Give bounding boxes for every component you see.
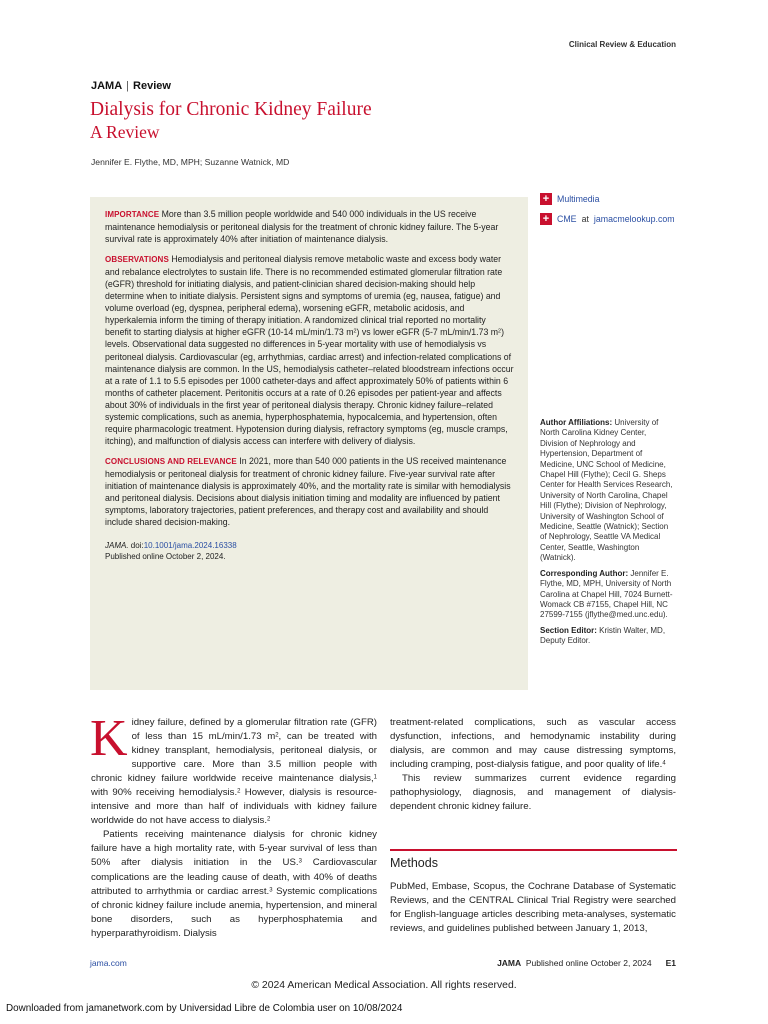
cme-lookup-link[interactable]: jamacmelookup.com (593, 214, 675, 224)
footer-journal: JAMA (497, 958, 522, 968)
text-run: Cardiovascular complications are the leading cause of death, with 40% of deaths attributed to arrhythmia or cardiac arrest. (91, 857, 377, 897)
copyright-notice: © 2024 American Medical Association. All rights reserved. (251, 980, 517, 991)
plus-icon: + (540, 213, 552, 225)
affiliations-text: University of North Carolina Kidney Center, Division of Nephrology and Hypertension, Department of Medicine, UNC School of Medicine, Chapel Hill (Flythe); Cecil G. Sheps Center for Health Services Research, University of North Carolina, Chapel Hill (Flythe); Division of Nephrology, University of Washington School of Medicine, Seattle (Watnick); Section of Nephrology, Seattle VA Medical Center, Seattle, Washington (Watnick). (540, 418, 673, 563)
author-list: Jennifer E. Flythe, MD, MPH; Suzanne Watnick, MD (91, 157, 290, 167)
conclusions-text: In 2021, more than 540 000 patients in the US received maintenance hemodialysis or peritoneal dialysis for treatment of chronic kidney failure. Five-year survival rate after initiation of maintenance dialysis is approximately 40%, and the mortality rate is similar with hemodialysis and peritoneal dialysis. Decisions about dialysis initiation timing and modality are influenced by patient symptoms, laboratory trajectories, patient preferences, and therapy cost and availability and should include shared decision-making. (105, 455, 511, 528)
cme-label: CME (557, 214, 577, 224)
superscript: 2 (275, 732, 279, 739)
editor-heading: Section Editor: (540, 625, 597, 635)
abstract-citation (105, 540, 514, 562)
text-run: Systemic complications of chronic kidney failure include anemia, hypertension, and mineral bone disorders, such as hyperphosphatemia and hyperparathyroidism. Dialysis (91, 885, 378, 939)
separator: | (126, 80, 130, 92)
body-column-left (90, 710, 378, 941)
methods-paragraph: PubMed, Embase, Scopus, the Cochrane Database of Systematic Reviews, and the CENTRAL Clinical Trial Registry were searched for English-language articles describing meta-analyses, systematic reviews, and guidelines published between January 1, 2013, (390, 881, 676, 935)
cme-link[interactable] (540, 213, 675, 225)
author-sidebar (540, 418, 676, 652)
body-paragraph (90, 710, 377, 828)
conclusions-heading: CONCLUSIONS AND RELEVANCE (105, 456, 237, 466)
footer-journal-info (497, 958, 676, 968)
observations-text-3: ) levels. Observational data suggested no differences in 5-year mortality with use of hemodialysis vs peritoneal dialysis. Cardiovascular (eg, arrhythmias, cardiac arrest) and infection-related complications of maintenance dialysis are common. In the US, hemodialysis catheter–related bloodstream infections occur at a rate of 1.1 to 5.5 episodes per 1000 catheter-days and affect approximately 50% of patients within 6 months of catheter placement. Peritonitis occurs at a rate of 0.26 episodes per patient-year and affects about 30% of individuals in the first year of peritoneal dialysis therapy. Chronic kidney failure–related systemic complications, such as anemia, hyperphosphatemia, hypocalcemia, and hypertension, often require pharmacologic treatment. Hypotension during dialysis, refractory symptoms (eg, muscle cramps, itching), and malfunction of dialysis access can interfere with delivery of dialysis. (105, 327, 514, 446)
citation-journal: JAMA. (105, 541, 129, 551)
superscript: 2 (353, 328, 357, 335)
multimedia-link[interactable] (540, 193, 600, 205)
journal-name: JAMA (91, 80, 123, 92)
cme-at: at (581, 214, 589, 224)
published-date: Published online October 2, 2024. (105, 552, 226, 562)
footer-site-link[interactable]: jama.com (90, 958, 127, 968)
section-editor (540, 626, 676, 647)
citation-ref[interactable]: 3 (298, 858, 302, 865)
importance-heading: IMPORTANCE (105, 210, 160, 219)
corresponding-text: Jennifer E. Flythe, MD, MPH, University of North Carolina at Chapel Hill, 7024 Burnett-Womack CB #7155, Chapel Hill, NC 27599-7155 (540, 568, 673, 620)
superscript: 2 (498, 328, 502, 335)
methods-heading: Methods (390, 856, 438, 870)
abstract-box (90, 197, 528, 690)
body-column-right (390, 716, 676, 814)
citation-ref[interactable]: 2 (267, 816, 271, 823)
plus-icon: + (540, 193, 552, 205)
article-subtitle: A Review (90, 122, 160, 142)
download-notice: Downloaded from jamanetwork.com by Universidad Libre de Colombia user on 10/08/2024 (6, 1003, 403, 1014)
importance-text: More than 3.5 million people worldwide and 540 000 individuals in the US receive maintenance hemodialysis or peritoneal dialysis for the treatment of chronic kidney failure. The 5-year survival rate is approximately 40% after initiation of maintenance dialysis. (105, 209, 499, 245)
text-run: idney failure, defined by a glomerular filtration rate (GFR) of less than 15 mL/min/1.73 m (131, 717, 377, 743)
section-rule (390, 849, 677, 851)
citation-ref[interactable]: 1 (373, 774, 377, 781)
text-run: However, dialysis is resource-intensive and more than half of individuals with kidney failure worldwide do not have access to dialysis. (91, 787, 377, 827)
citation-ref[interactable]: 2 (237, 788, 241, 795)
text-run: treatment-related complications, such as vascular access dysfunction, infections, and hemodynamic instability during dialysis, are common and may cause distressing symptoms, including cramping, post-dialysis fatigue, and poor quality of life. (390, 717, 676, 771)
methods-text-block (390, 880, 676, 936)
footer-published: Published online October 2, 2024 (525, 958, 652, 968)
text-run: , can be treated with kidney transplant, hemodialysis, peritoneal dialysis, or supportive care. More than 3.5 million people with chronic kidney failure worldwide receive maintenance dialysis, (91, 731, 377, 785)
article-title: Dialysis for Chronic Kidney Failure (90, 99, 372, 120)
abstract-importance (105, 208, 514, 245)
abstract-conclusions (105, 455, 514, 528)
body-paragraph: This review summarizes current evidence regarding pathophysiology, diagnosis, and management of dialysis-dependent chronic kidney failure. (390, 773, 676, 813)
corresponding-email[interactable]: (jflythe@med.unc.edu). (584, 610, 668, 620)
article-type: Review (133, 80, 171, 92)
corresponding-author (540, 569, 676, 621)
dropcap: K (90, 710, 128, 767)
abstract-observations (105, 253, 514, 447)
observations-text-1: Hemodialysis and peritoneal dialysis remove metabolic waste and excess body water and rebalance electrolytes to sustain life. There is no recommended estimated glomerular filtration rate (eGFR) threshold for initiating dialysis, and patient-clinician shared decision-making should help determine when to initiate dialysis. Persistent signs and symptoms of uremia (eg, nausea, fatigue) and volume overload (eg, dyspnea, peripheral edema), worsening eGFR, metabolic acidosis, and hyperkalemia inform the timing of therapy initiation. A randomized clinical trial reported no mortality benefit to starting dialysis at higher eGFR (10-14 mL/min/1.73 m (105, 254, 503, 338)
section-label: Clinical Review & Education (568, 40, 676, 49)
body-paragraph (390, 716, 676, 772)
author-affiliations (540, 418, 676, 564)
citation-ref[interactable]: 4 (662, 760, 666, 767)
observations-heading: OBSERVATIONS (105, 255, 169, 265)
observations-text-2: ) vs lower eGFR (5-7 mL/min/1.73 m (356, 327, 499, 338)
multimedia-label: Multimedia (557, 194, 600, 204)
editor-text: Kristin Walter, MD, Deputy Editor. (540, 625, 666, 646)
page-number: E1 (665, 958, 676, 968)
body-paragraph (91, 828, 377, 940)
affiliations-heading: Author Affiliations: (540, 418, 613, 427)
journal-line (91, 80, 171, 92)
doi-link[interactable]: 10.1001/jama.2024.16338 (143, 541, 237, 551)
text-run: with 90% receiving hemodialysis. (91, 787, 238, 799)
text-run: Patients receiving maintenance dialysis for chronic kidney failure have a high mortality rate, with 5-year survival of less than 50% after dialysis initiation in the US. (91, 829, 377, 869)
corresponding-heading: Corresponding Author: (540, 568, 629, 578)
doi-label: doi: (130, 541, 144, 551)
citation-ref[interactable]: 3 (269, 886, 273, 893)
